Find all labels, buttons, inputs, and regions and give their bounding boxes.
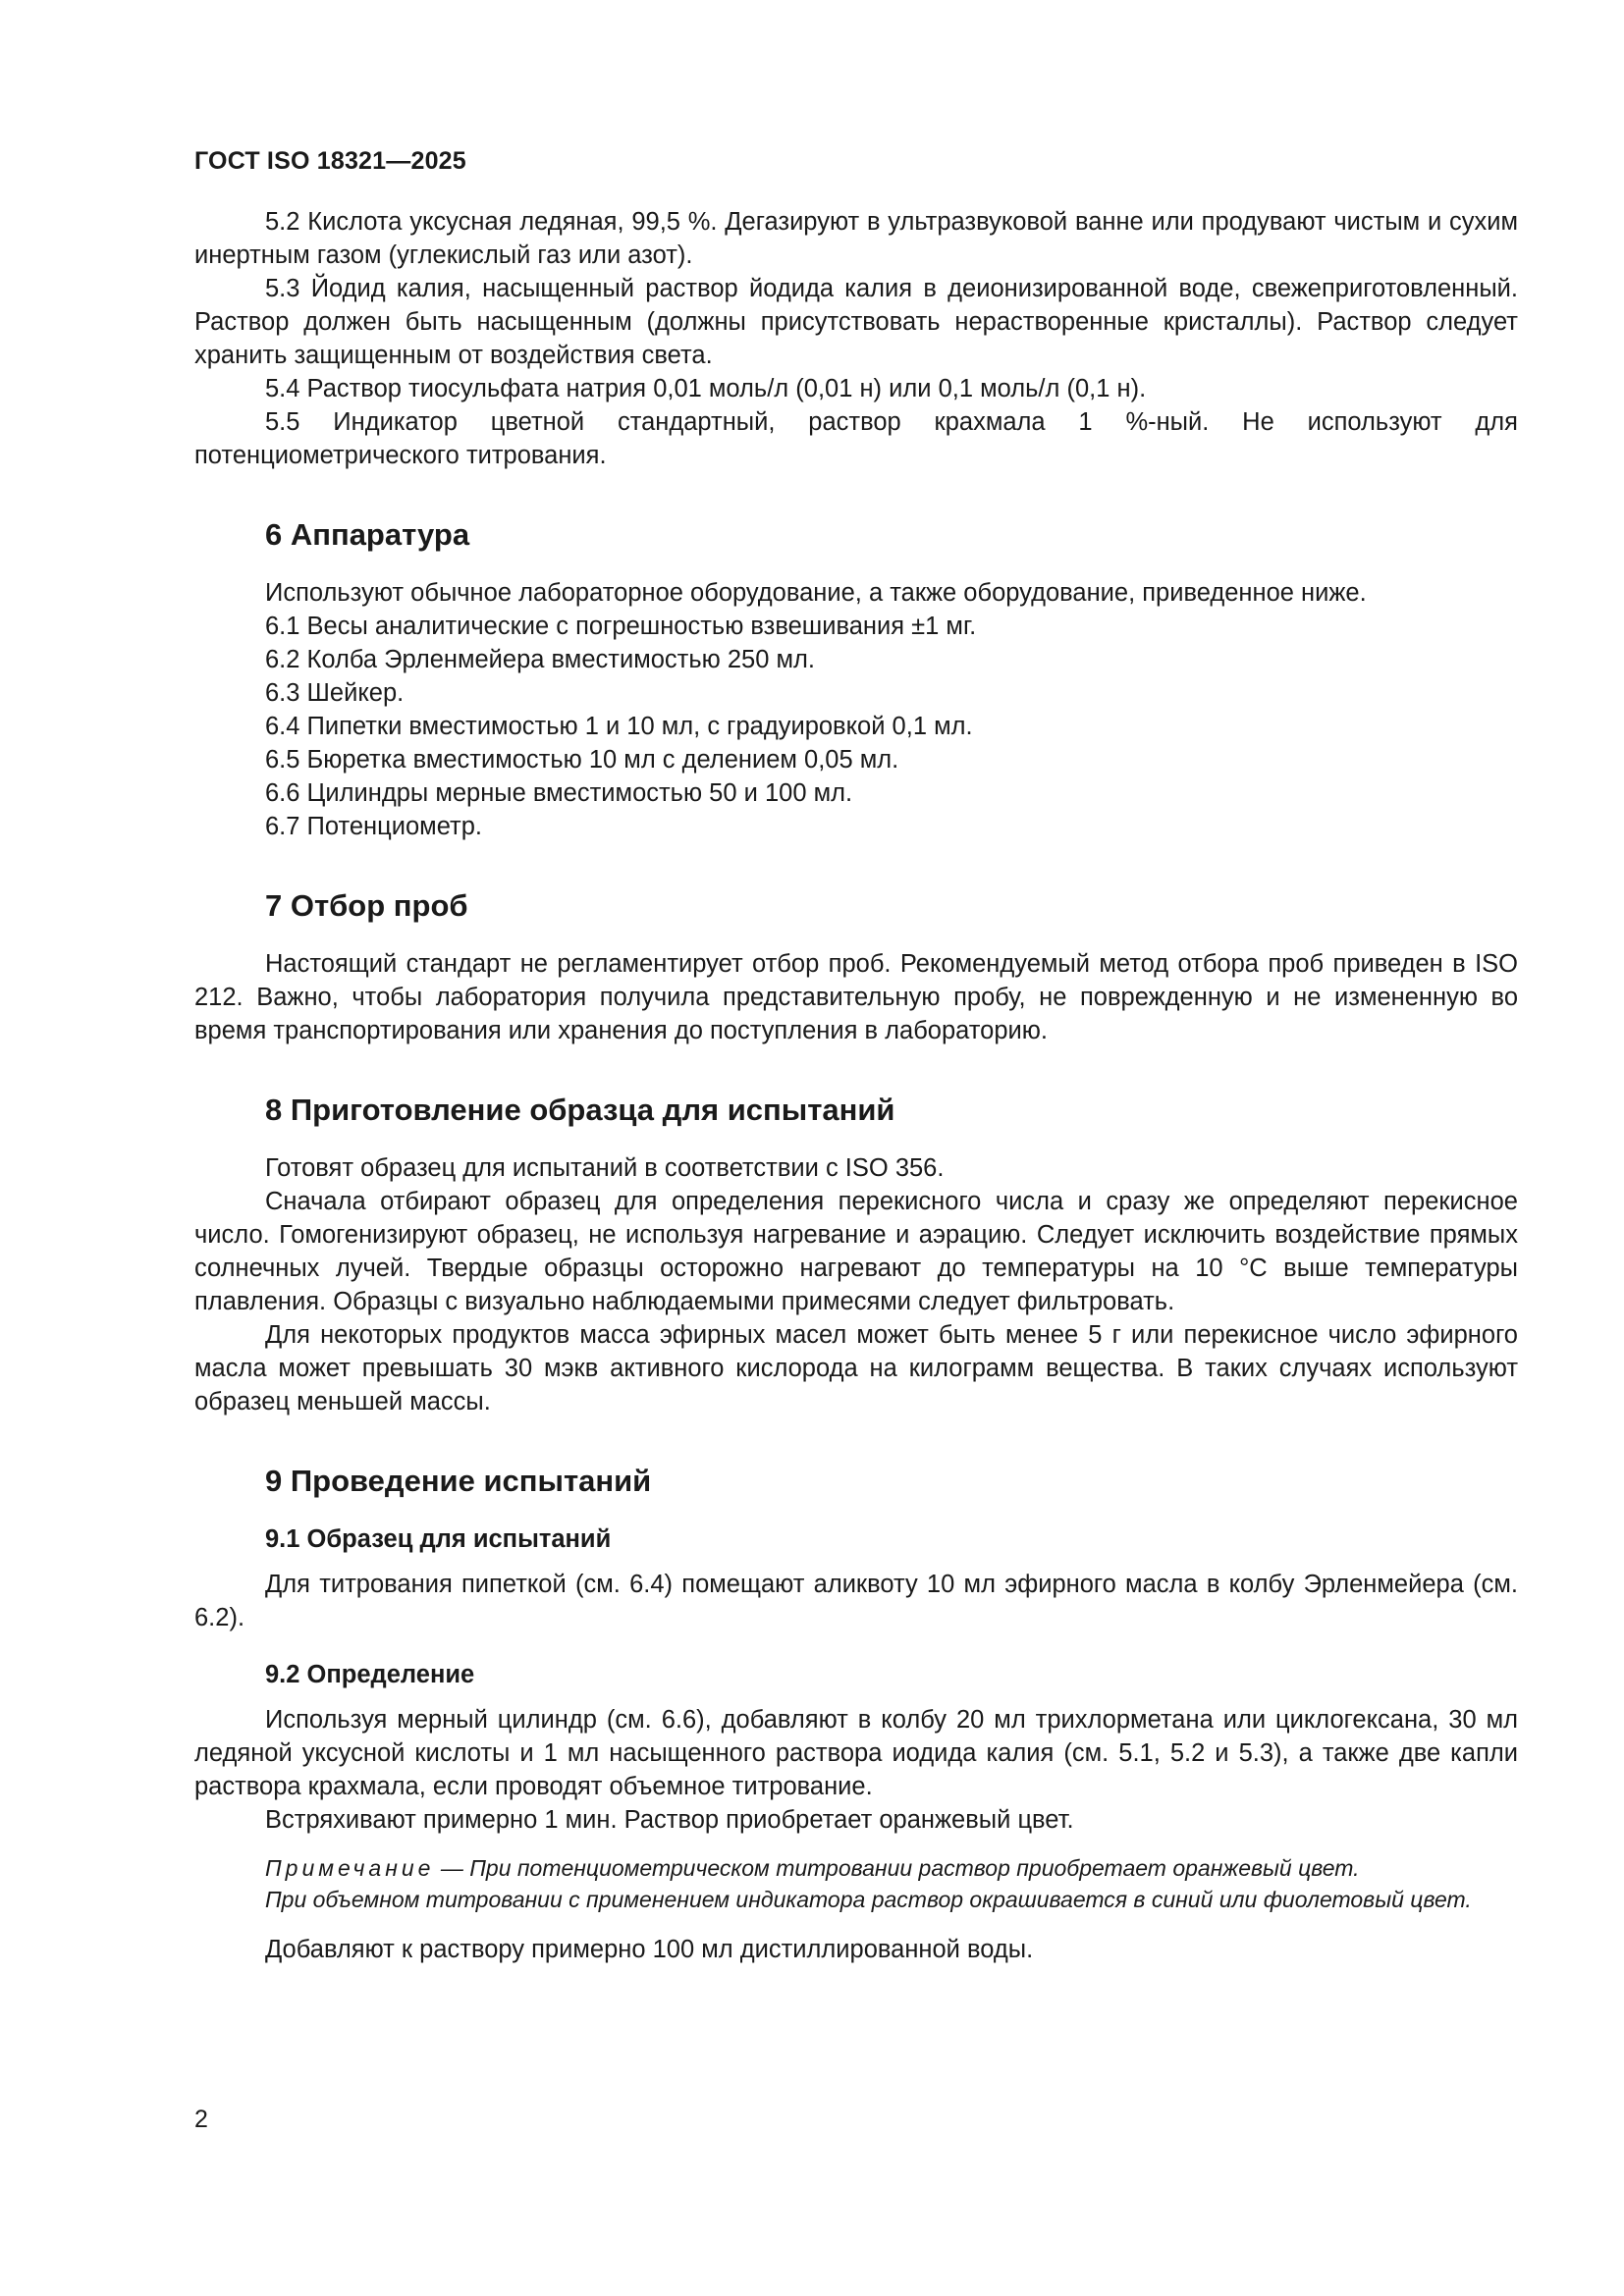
note-line-2: При объемном титровании с применением индикатора раствор окрашивается в синий или фиолетовый цвет.: [265, 1887, 1472, 1912]
section-8-title: 8 Приготовление образца для испытаний: [265, 1093, 895, 1127]
note-text-1: — При потенциометрическом титровании раствор приобретает оранжевый цвет.: [434, 1855, 1360, 1881]
subsection-9-2-para-3: Добавляют к раствору примерно 100 мл дистиллированной воды.: [265, 1936, 1034, 1963]
clause-5-4: 5.4 Раствор тиосульфата натрия 0,01 моль/л (0,01 н) или 0,1 моль/л (0,1 н).: [265, 375, 1147, 402]
note-block: [194, 1852, 1518, 1915]
subsection-9-2-title: 9.2 Определение: [265, 1661, 475, 1688]
clause-6-5: 6.5 Бюретка вместимостью 10 мл с делением 0,05 мл.: [265, 746, 899, 774]
clause-5-2: 5.2 Кислота уксусная ледяная, 99,5 %. Дегазируют в ультразвуковой ванне или продувают чистым и сухим инертным газом (углекислый газ или азот).: [194, 208, 1518, 269]
clause-6-1: 6.1 Весы аналитические с погрешностью взвешивания ±1 мг.: [265, 613, 977, 640]
document-page: [194, 147, 1518, 1966]
clause-6-7: 6.7 Потенциометр.: [265, 813, 482, 840]
clause-5-3: 5.3 Йодид калия, насыщенный раствор йодида калия в деионизированной воде, свежеприготовленный. Раствор должен быть насыщенным (должны присутствовать нерастворенные кристаллы). Раствор следует хранить защищенным от воздействия света.: [194, 275, 1518, 369]
clause-6-3: 6.3 Шейкер.: [265, 679, 405, 707]
section-7-text: Настоящий стандарт не регламентирует отбор проб. Рекомендуемый метод отбора проб приведен в ISO 212. Важно, чтобы лаборатория получила представительную пробу, не поврежденную и не измененную во время транспортирования или хранения до поступления в лабораторию.: [194, 950, 1518, 1044]
clause-5-5: 5.5 Индикатор цветной стандартный, раствор крахмала 1 %-ный. Не используют для потенциометрического титрования.: [194, 408, 1518, 469]
note-label: Примечание: [265, 1855, 435, 1881]
clause-6-4: 6.4 Пипетки вместимостью 1 и 10 мл, с градуировкой 0,1 мл.: [265, 713, 973, 740]
section-9-title: 9 Проведение испытаний: [265, 1464, 652, 1498]
section-7-title: 7 Отбор проб: [265, 888, 468, 923]
section-6-intro: Используют обычное лабораторное оборудование, а также оборудование, приведенное ниже.: [265, 579, 1367, 607]
subsection-9-1-title: 9.1 Образец для испытаний: [265, 1525, 612, 1553]
document-header: ГОСТ ISO 18321—2025: [194, 147, 466, 175]
section-8-para-1: Готовят образец для испытаний в соответствии с ISO 356.: [265, 1154, 945, 1182]
section-8-para-3: Для некоторых продуктов масса эфирных масел может быть менее 5 г или перекисное число эфирного масла может превышать 30 мэкв активного кислорода на килограмм вещества. В таких случаях используют образец меньшей массы.: [194, 1321, 1518, 1415]
section-6-title: 6 Аппаратура: [265, 517, 470, 552]
section-8-para-2: Сначала отбирают образец для определения перекисного числа и сразу же определяют перекисное число. Гомогенизируют образец, не используя нагревание и аэрацию. Следует исключить воздействие прямых солнечных лучей. Твердые образцы осторожно нагревают до температуры на 10 °C выше температуры плавления. Образцы с визуально наблюдаемыми примесями следует фильтровать.: [194, 1188, 1518, 1315]
subsection-9-2-para-1: Используя мерный цилиндр (см. 6.6), добавляют в колбу 20 мл трихлорметана или циклогексана, 30 мл ледяной уксусной кислоты и 1 мл насыщенного раствора иодида калия (см. 5.1, 5.2 и 5.3), а также две капли раствора крахмала, если проводят объемное титрование.: [194, 1706, 1518, 1800]
clause-6-2: 6.2 Колба Эрленмейера вместимостью 250 мл.: [265, 646, 815, 673]
page-number: 2: [194, 2106, 208, 2133]
subsection-9-1-text: Для титрования пипеткой (см. 6.4) помещают аликвоту 10 мл эфирного масла в колбу Эрленмейера (см. 6.2).: [194, 1571, 1518, 1631]
clause-6-6: 6.6 Цилиндры мерные вместимостью 50 и 100 мл.: [265, 779, 853, 807]
note-line-1: [194, 1852, 1518, 1884]
subsection-9-2-para-2: Встряхивают примерно 1 мин. Раствор приобретает оранжевый цвет.: [265, 1806, 1074, 1834]
